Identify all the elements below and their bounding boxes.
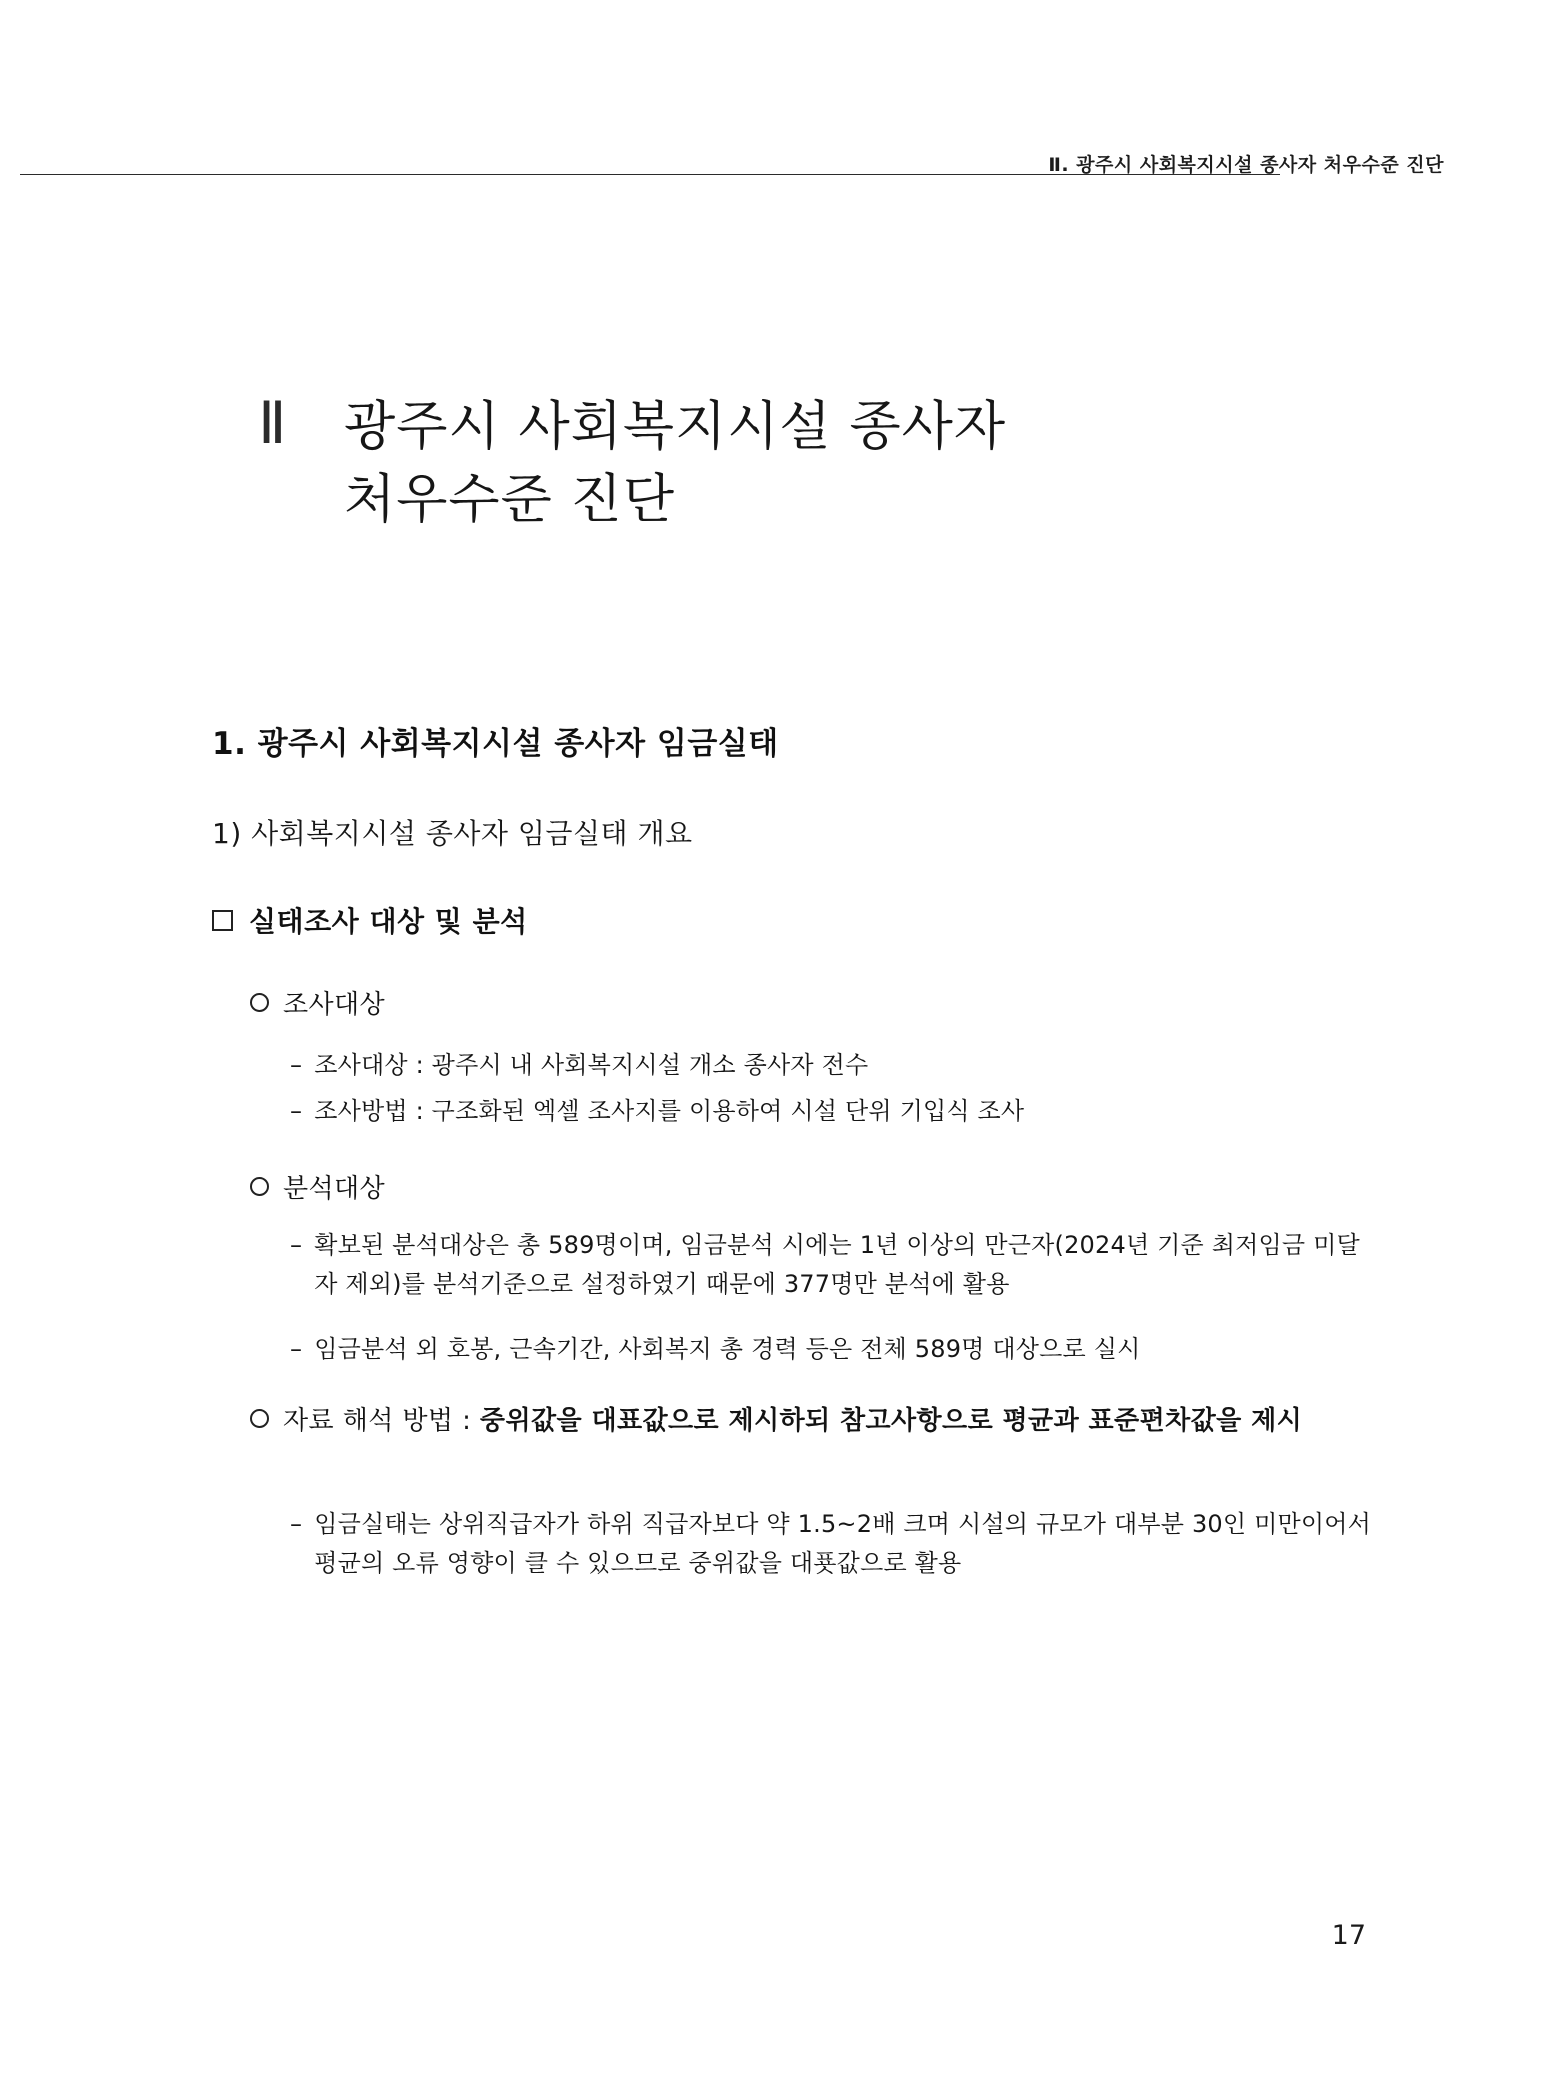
chapter-number: Ⅱ bbox=[258, 391, 287, 456]
bullet-interpretation-method bbox=[250, 1400, 1390, 1437]
square-bullet-icon bbox=[212, 910, 233, 931]
list-item bbox=[290, 1505, 1390, 1583]
running-header-title: Ⅱ. 광주시 사회복지시설 종사자 처우수준 진단 bbox=[1048, 154, 1444, 176]
method-label-plain: 자료 해석 방법 : bbox=[283, 1406, 480, 1436]
list-item bbox=[290, 1226, 1375, 1304]
list-item bbox=[290, 1330, 1375, 1369]
section-heading-3-label: 실태조사 대상 및 분석 bbox=[249, 905, 528, 938]
circle-bullet-icon bbox=[250, 1409, 269, 1428]
section-heading-3 bbox=[212, 900, 528, 940]
list-item-text: 조사대상 : 광주시 내 사회복지시설 개소 종사자 전수 bbox=[314, 1051, 869, 1079]
dash-bullet-icon: – bbox=[290, 1231, 303, 1259]
bullet-analysis-target-label: 분석대상 bbox=[283, 1174, 386, 1204]
dash-bullet-icon: – bbox=[290, 1097, 303, 1125]
chapter-heading bbox=[258, 390, 1318, 536]
bullet-interpretation-method-label bbox=[283, 1400, 1302, 1437]
section-heading-1: 1. 광주시 사회복지시설 종사자 임금실태 bbox=[212, 726, 779, 762]
circle-bullet-icon bbox=[250, 1177, 269, 1196]
page-number: 17 bbox=[1331, 1920, 1366, 1951]
chapter-title-line-2: 처우수준 진단 bbox=[344, 469, 676, 531]
list-item-text: 임금분석 외 호봉, 근속기간, 사회복지 총 경력 등은 전체 589명 대상으로 실시 bbox=[314, 1335, 1141, 1363]
list-item-text: 조사방법 : 구조화된 엑셀 조사지를 이용하여 시설 단위 기입식 조사 bbox=[314, 1097, 1025, 1125]
bullet-analysis-target bbox=[250, 1168, 385, 1205]
list-item bbox=[290, 1046, 1350, 1085]
chapter-title-line-1: 광주시 사회복지시설 종사자 bbox=[344, 396, 1007, 457]
list-item-text: 임금실태는 상위직급자가 하위 직급자보다 약 1.5~2배 크며 시설의 규모가 대부분 30인 미만이어서 평균의 오류 영향이 클 수 있으므로 중위값을 대푯값으로 활용 bbox=[314, 1510, 1372, 1577]
bullet-survey-target-label: 조사대상 bbox=[283, 990, 386, 1020]
dash-bullet-icon: – bbox=[290, 1051, 303, 1079]
section-heading-2: 1) 사회복지시설 종사자 임금실태 개요 bbox=[212, 817, 693, 850]
method-label-emphasis: 중위값을 대표값으로 제시하되 참고사항으로 평균과 표준편차값을 제시 bbox=[479, 1406, 1303, 1436]
chapter-title bbox=[344, 390, 1006, 536]
dash-bullet-icon: – bbox=[290, 1510, 303, 1538]
dash-bullet-icon: – bbox=[290, 1335, 303, 1363]
circle-bullet-icon bbox=[250, 993, 269, 1012]
list-item-text: 확보된 분석대상은 총 589명이며, 임금분석 시에는 1년 이상의 만근자(2024년 기준 최저임금 미달자 제외)를 분석기준으로 설정하였기 때문에 377명만 분석에 활용 bbox=[314, 1231, 1360, 1298]
list-item bbox=[290, 1092, 1350, 1131]
bullet-survey-target bbox=[250, 984, 385, 1021]
